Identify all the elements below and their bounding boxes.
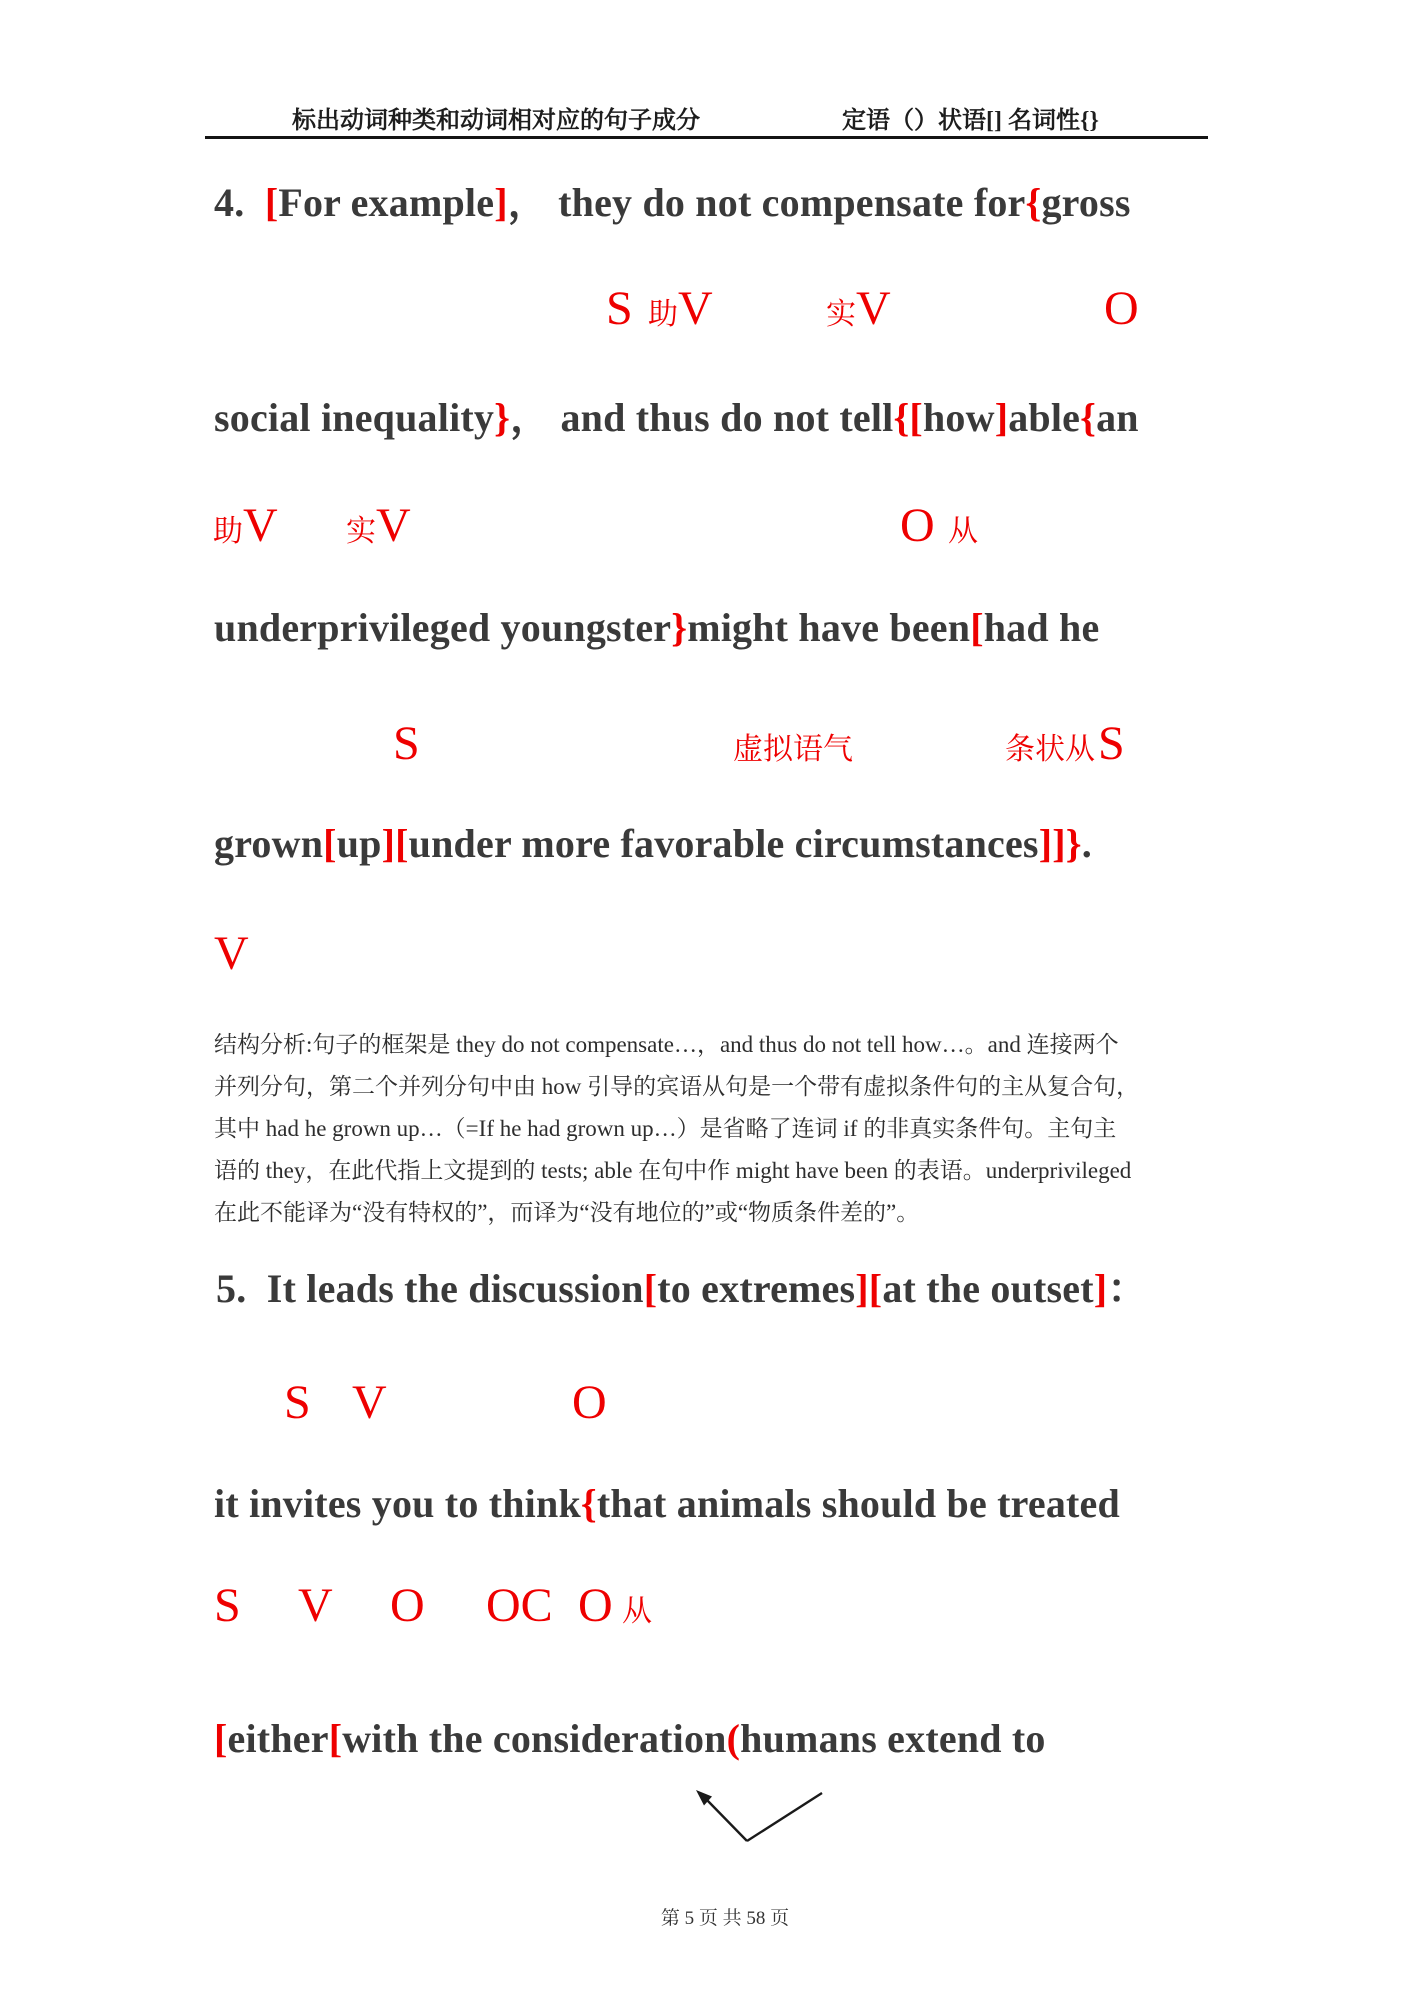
item5-sentence-line-1: 5. It leads the discussion[to extremes][at the outset]：	[216, 1266, 1148, 1311]
annotation-token-cond-clause: 条状从	[1005, 733, 1095, 766]
analysis-line: 并列分句，第二个并列分句中由 how 引导的宾语从句是一个带有虚拟条件句的主从复合句，	[214, 1074, 1140, 1099]
analysis-line: 在此不能译为“没有特权的”，而译为“没有地位的”或“物质条件差的”。	[214, 1200, 920, 1225]
item4-sentence-line-3: underprivileged youngster}might have been[had he	[214, 605, 1100, 650]
annotation-token-aux-v: 助V	[213, 499, 278, 552]
annotation-token-v: V	[352, 1376, 387, 1429]
footer-page-number: 第 5 页 共 58 页	[660, 1908, 790, 1929]
item5-sentence-line-2: it invites you to think{that animals should be treated	[214, 1481, 1120, 1526]
item5-sentence-line-3: [either[with the consideration(humans extend to	[214, 1716, 1046, 1761]
item4-sentence-line-1: 4. [For example]， they do not compensate for{gross	[214, 180, 1131, 225]
annotation-token-main-v: 实V	[346, 499, 411, 552]
annotation-token-s: S	[284, 1376, 311, 1429]
annotation-token-v: V	[214, 927, 249, 980]
structure-analysis-paragraph	[214, 1024, 1224, 1234]
annotation-token-subjunctive: 虚拟语气	[733, 733, 853, 766]
annotation-token-aux-v: 助V	[648, 282, 713, 335]
annotation-token-v: V	[298, 1579, 333, 1632]
annotation-token-clause: 从	[948, 515, 978, 548]
analysis-line: 其中 had he grown up…（=If he had grown up…）是省略了连词 if 的非真实条件句。主句主	[214, 1116, 1117, 1141]
annotation-token-o: O	[578, 1579, 613, 1632]
item4-sentence-line-2: social inequality}， and thus do not tell{[how]able{an	[214, 395, 1139, 440]
annotation-token-o: O	[900, 499, 935, 552]
header-instruction: 标出动词种类和动词相对应的句子成分	[292, 108, 700, 134]
header-rule	[205, 136, 1208, 139]
annotation-token-s: S	[214, 1579, 241, 1632]
annotation-token-o: O	[572, 1376, 607, 1429]
annotation-token-main-v: 实V	[826, 282, 891, 335]
annotation-token-s: S	[606, 282, 633, 335]
annotation-token-o: O	[1104, 282, 1139, 335]
annotation-token-s: S	[393, 717, 420, 770]
annotation-token-s: S	[1098, 717, 1125, 770]
annotation-token-o: O	[390, 1579, 425, 1632]
item4-sentence-line-4: grown[up][under more favorable circumstances]]}.	[214, 821, 1092, 866]
analysis-line: 结构分析:句子的框架是 they do not compensate…，and thus do not tell how…。and 连接两个	[214, 1032, 1119, 1057]
annotation-token-clause: 从	[622, 1595, 652, 1628]
annotation-token-oc: OC	[486, 1579, 553, 1632]
header-legend: 定语（）状语[] 名词性{}	[842, 108, 1099, 134]
analysis-line: 语的 they，在此代指上文提到的 tests; able 在句中作 might have been 的表语。underprivileged	[214, 1158, 1132, 1183]
consideration-arrow-icon	[690, 1782, 840, 1850]
